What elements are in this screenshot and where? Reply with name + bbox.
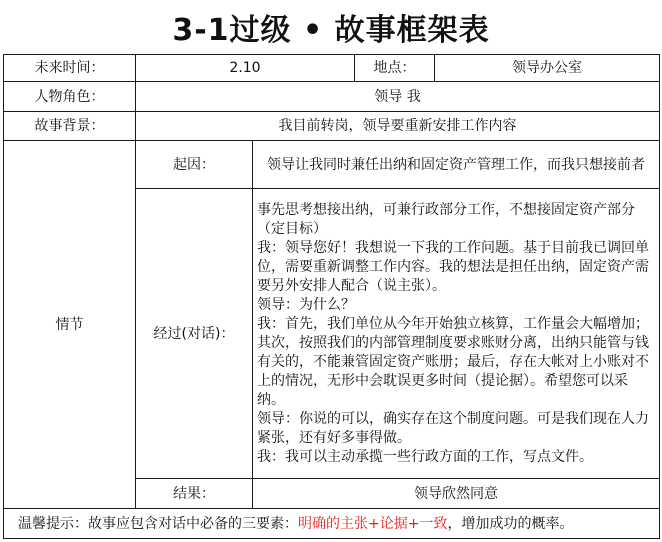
background-label: 故事背景： bbox=[4, 112, 136, 141]
process-label: 经过(对话)： bbox=[136, 189, 253, 479]
background-value: 我目前转岗，领导要重新安排工作内容 bbox=[136, 112, 660, 141]
page-title: 3-1过级 • 故事框架表 bbox=[172, 13, 490, 48]
characters-value: 领导 我 bbox=[136, 82, 660, 112]
cause-value: 领导让我同时兼任出纳和固定资产管理工作，而我只想接前者 bbox=[253, 141, 660, 189]
story-framework-table bbox=[3, 54, 660, 539]
tip-highlight: 明确的主张+论据+一致 bbox=[298, 515, 448, 532]
cause-row bbox=[4, 141, 660, 189]
time-label: 未来时间： bbox=[4, 55, 136, 82]
background-row bbox=[4, 112, 660, 141]
process-line-claim: 我：领导您好！我想说一下我的工作问题。基于目前我已调回单位，需要重新调整工作内容。我的想法是担任出纳，固定资产需要另外安排人配合（说主张）。 bbox=[257, 239, 649, 294]
time-value: 2.10 bbox=[136, 55, 355, 82]
result-value: 领导欣然同意 bbox=[253, 479, 660, 509]
tip-suffix: ，增加成功的概率。 bbox=[447, 515, 574, 532]
tip-prefix: 温馨提示：故事应包含对话中必备的三要素： bbox=[18, 515, 298, 532]
process-line-offer: 我：我可以主动承揽一些行政方面的工作，写点文件。 bbox=[257, 448, 593, 465]
process-line-leader-reply: 领导：你说的可以，确实存在这个制度问题。可是我们现在人力紧张，还有好多事得做。 bbox=[257, 410, 649, 446]
plot-label: 情节 bbox=[4, 141, 136, 509]
cause-label: 起因： bbox=[136, 141, 253, 189]
time-place-row bbox=[4, 55, 660, 82]
tip-row bbox=[4, 509, 660, 539]
process-line-evidence: 我：首先，我们单位从今年开始独立核算，工作量会大幅增加；其次，按照我们的内部管理制度要求账财分离，出纳只能管与钱有关的，不能兼管固定资产账册；最后，存在大帐对上小账对不上的情况，无形中会耽误更多时间（提论据）。希望您可以采纳。 bbox=[257, 315, 649, 408]
tip-text bbox=[4, 509, 660, 539]
place-label: 地点： bbox=[355, 55, 435, 82]
place-value: 领导办公室 bbox=[435, 55, 660, 82]
characters-row bbox=[4, 82, 660, 112]
process-line-question: 领导：为什么？ bbox=[257, 296, 355, 313]
result-label: 结果： bbox=[136, 479, 253, 509]
process-line-goal: 事先思考想接出纳，可兼行政部分工作，不想接固定资产部分（定目标） bbox=[257, 201, 635, 237]
characters-label: 人物角色： bbox=[4, 82, 136, 112]
process-dialogue bbox=[253, 189, 660, 479]
